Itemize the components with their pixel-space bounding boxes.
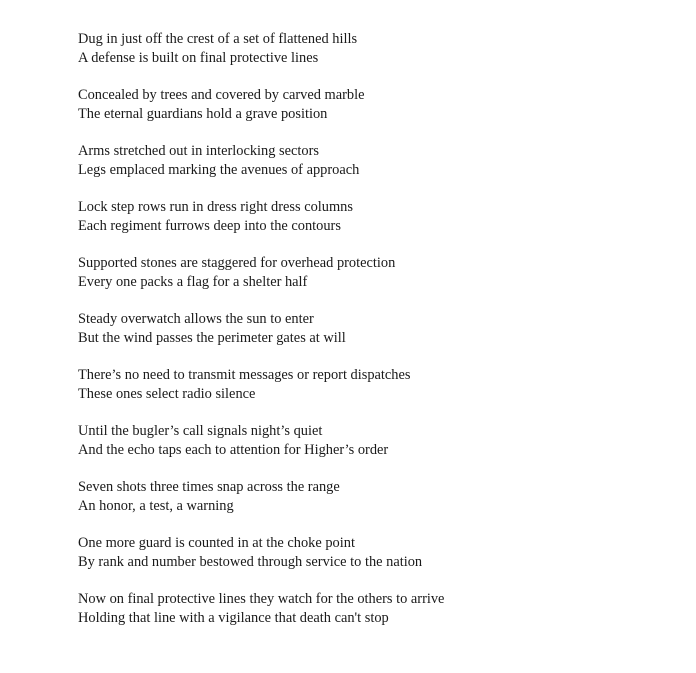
poem-line: Lock step rows run in dress right dress columns — [78, 199, 353, 215]
poem-line: Each regiment furrows deep into the contours — [78, 217, 341, 234]
stanza-11 — [78, 590, 678, 627]
poem-body — [78, 30, 678, 646]
poem-line: Arms stretched out in interlocking sectors — [78, 143, 319, 159]
poem-line: Every one packs a flag for a shelter half — [78, 273, 308, 290]
stanza-5 — [78, 254, 678, 291]
stanza-8 — [78, 422, 678, 459]
stanza-7 — [78, 366, 678, 403]
poem-line: Steady overwatch allows the sun to enter — [78, 311, 314, 327]
poem-line: There’s no need to transmit messages or report dispatches — [78, 367, 411, 383]
stanza-9 — [78, 478, 678, 515]
poem-line: An honor, a test, a warning — [78, 497, 234, 514]
poem-line: By rank and number bestowed through service to the nation — [78, 553, 423, 570]
poem-line: Concealed by trees and covered by carved marble — [78, 87, 365, 103]
poem-line: But the wind passes the perimeter gates at will — [78, 329, 346, 346]
poem-line: Now on final protective lines they watch for the others to arrive — [78, 591, 445, 607]
poem-line: Legs emplaced marking the avenues of approach — [78, 161, 360, 178]
stanza-2 — [78, 86, 678, 123]
poem-line: And the echo taps each to attention for Higher’s order — [78, 441, 389, 458]
poem-line: Holding that line with a vigilance that death can't stop — [78, 609, 389, 626]
stanza-10 — [78, 534, 678, 571]
stanza-4 — [78, 198, 678, 235]
poem-line: Until the bugler’s call signals night’s quiet — [78, 423, 323, 439]
poem-line: Seven shots three times snap across the range — [78, 479, 340, 495]
stanza-3 — [78, 142, 678, 179]
poem-line: These ones select radio silence — [78, 385, 256, 402]
poem-line: Dug in just off the crest of a set of flattened hills — [78, 31, 358, 47]
stanza-6 — [78, 310, 678, 347]
poem-line: A defense is built on final protective lines — [78, 49, 319, 66]
poem-line: One more guard is counted in at the choke point — [78, 535, 355, 551]
stanza-1 — [78, 30, 678, 67]
poem-line: The eternal guardians hold a grave position — [78, 105, 328, 122]
poem-line: Supported stones are staggered for overhead protection — [78, 255, 396, 271]
